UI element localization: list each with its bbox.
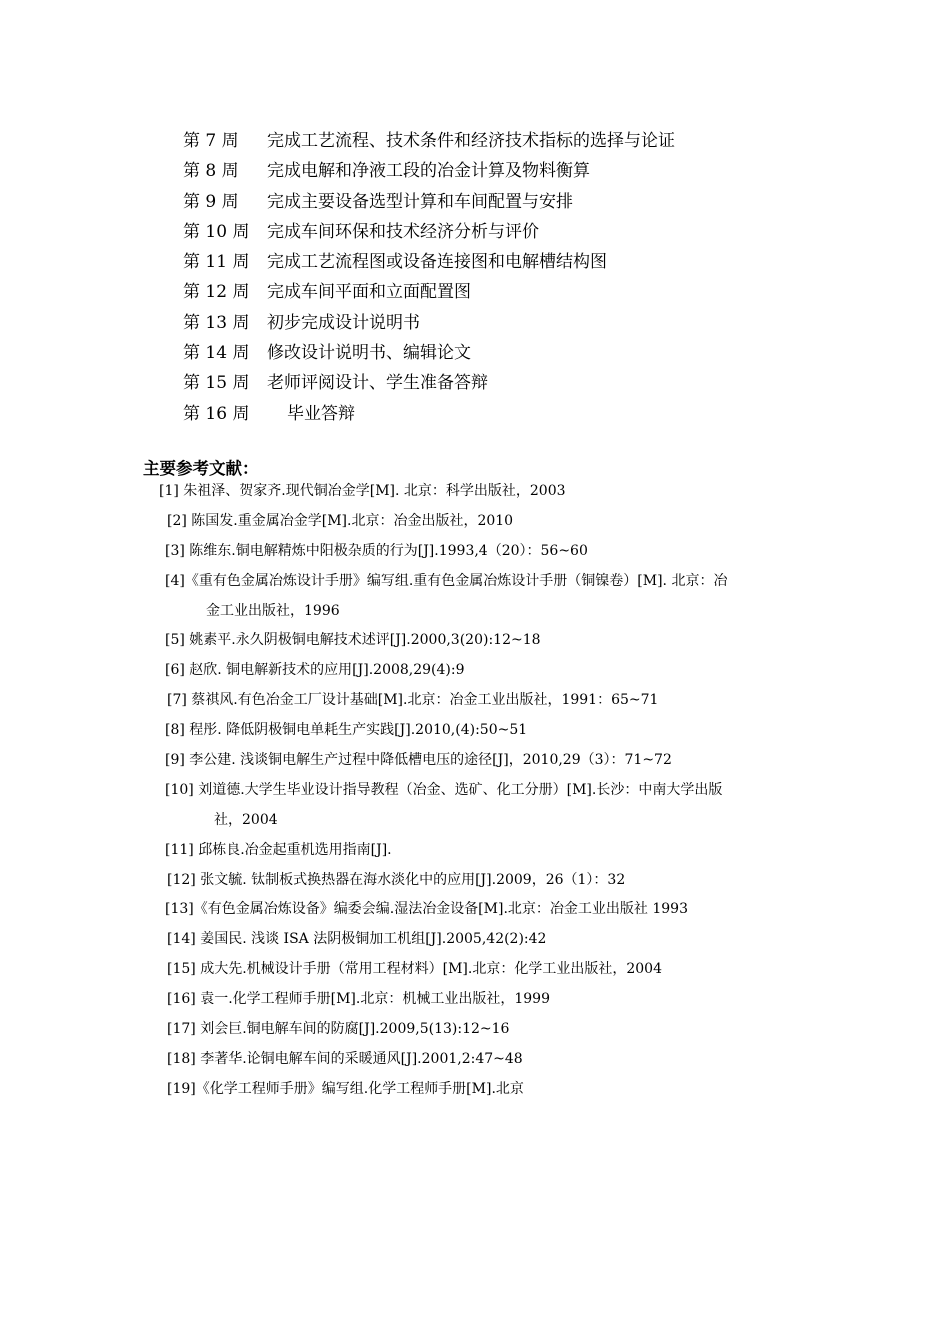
references-heading: 主要参考文献：	[143, 459, 259, 478]
week-task: 完成主要设备选型计算和车间配置与安排	[267, 191, 573, 212]
reference-text: [7] 蔡祺风.有色冶金工厂设计基础[M].北京：冶金工业出版社，1991：65~71	[167, 692, 659, 709]
reference-item	[0, 1045, 950, 1075]
schedule-row	[183, 126, 675, 156]
week-task: 初步完成设计说明书	[267, 312, 420, 333]
schedule-row	[183, 338, 675, 368]
reference-item	[0, 776, 950, 836]
schedule-row	[183, 217, 675, 247]
reference-text: [8] 程彤. 降低阴极铜电单耗生产实践[J].2010,(4):50~51	[165, 722, 528, 739]
schedule-row	[183, 277, 675, 307]
reference-item	[0, 1075, 950, 1105]
week-task: 毕业答辩	[287, 403, 355, 424]
week-label: 第 11 周	[183, 252, 250, 273]
reference-item	[0, 477, 950, 507]
schedule-row	[183, 399, 675, 429]
schedule-row	[183, 247, 675, 277]
week-task: 完成车间环保和技术经济分析与评价	[267, 221, 539, 242]
reference-text: [5] 姚素平.永久阴极铜电解技术述评[J].2000,3(20):12~18	[165, 632, 541, 649]
reference-item	[0, 656, 950, 686]
reference-item	[0, 716, 950, 746]
week-task: 老师评阅设计、学生准备答辩	[267, 373, 488, 394]
reference-text: [16] 袁一.化学工程师手册[M].北京：机械工业出版社，1999	[167, 991, 550, 1008]
reference-text: [6] 赵欣. 铜电解新技术的应用[J].2008,29(4):9	[165, 662, 465, 679]
week-label: 第 7 周	[183, 131, 239, 151]
week-task: 完成电解和净液工段的冶金计算及物料衡算	[267, 161, 590, 182]
week-task: 完成工艺流程图或设备连接图和电解槽结构图	[267, 252, 607, 273]
reference-item	[0, 836, 950, 866]
reference-text: [15] 成大先.机械设计手册（常用工程材料）[M].北京：化学工业出版社，2004	[167, 961, 662, 978]
week-label: 第 9 周	[183, 191, 239, 212]
week-label: 第 12 周	[183, 282, 250, 303]
reference-text: [10] 刘道德.大学生毕业设计指导教程（冶金、选矿、化工分册）[M].长沙：中南大学出版	[165, 781, 723, 798]
reference-item	[0, 866, 950, 896]
reference-text: [19]《化学工程师手册》编写组.化学工程师手册[M].北京	[167, 1080, 524, 1097]
reference-text: [9] 李公建. 浅谈铜电解生产过程中降低槽电压的途径[J]，2010,29（3）：71~72	[165, 752, 672, 769]
references-list	[0, 477, 950, 1105]
reference-text: [11] 邱栋良.冶金起重机选用指南[J].	[165, 841, 392, 858]
schedule-row	[183, 156, 675, 186]
schedule-row	[183, 368, 675, 398]
reference-item	[0, 746, 950, 776]
reference-text: [13]《有色金属冶炼设备》编委会编.湿法冶金设备[M].北京：冶金工业出版社 1993	[165, 901, 688, 918]
schedule-row	[183, 187, 675, 217]
schedule-row	[183, 308, 675, 338]
week-task: 完成工艺流程、技术条件和经济技术指标的选择与论证	[267, 131, 675, 151]
reference-item	[0, 895, 950, 925]
reference-item	[0, 626, 950, 656]
reference-text: [14] 姜国民. 浅谈 ISA 法阴极铜加工机组[J].2005,42(2):42	[167, 931, 547, 948]
reference-text: [17] 刘会巨.铜电解车间的防腐[J].2009,5(13):12~16	[167, 1021, 510, 1038]
reference-item	[0, 985, 950, 1015]
reference-text: [4]《重有色金属冶炼设计手册》编写组.重有色金属冶炼设计手册（铜镍卷）[M]. 北京：冶	[165, 572, 728, 589]
reference-item	[0, 925, 950, 955]
reference-item	[0, 567, 950, 627]
week-label: 第 13 周	[183, 312, 250, 333]
reference-text: [12] 张文毓. 钛制板式换热器在海水淡化中的应用[J].2009，26（1）：32	[167, 871, 626, 888]
week-label: 第 16 周	[183, 403, 250, 424]
week-task: 完成车间平面和立面配置图	[267, 282, 471, 303]
reference-text-continued: 社，2004	[214, 811, 278, 828]
reference-item	[0, 507, 950, 537]
reference-item	[0, 537, 950, 567]
reference-item	[0, 1015, 950, 1045]
reference-text: [1] 朱祖泽、贺家齐.现代铜冶金学[M]. 北京：科学出版社，2003	[159, 483, 566, 499]
reference-text: [18] 李著华.论铜电解车间的采暖通风[J].2001,2:47~48	[167, 1050, 523, 1067]
week-task: 修改设计说明书、编辑论文	[267, 343, 471, 364]
week-label: 第 10 周	[183, 221, 250, 242]
reference-text-continued: 金工业出版社，1996	[206, 602, 340, 619]
reference-text: [2] 陈国发.重金属冶金学[M].北京：冶金出版社，2010	[167, 512, 514, 529]
reference-item	[0, 686, 950, 716]
week-label: 第 8 周	[183, 161, 239, 182]
schedule-list	[183, 126, 675, 429]
reference-item	[0, 955, 950, 985]
week-label: 第 15 周	[183, 373, 250, 394]
week-label: 第 14 周	[183, 343, 250, 364]
reference-text: [3] 陈维东.铜电解精炼中阳极杂质的行为[J].1993,4（20）：56~60	[165, 542, 588, 559]
